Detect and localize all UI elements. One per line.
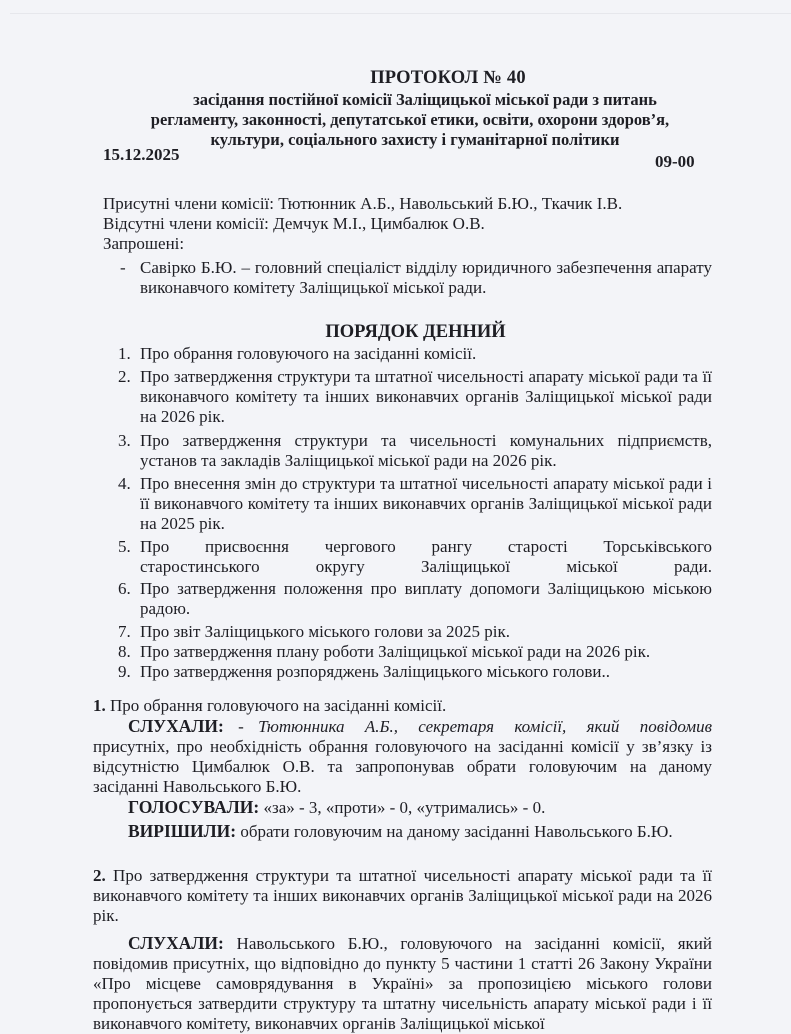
section-title: Про затвердження структури та штатної чисельності апарату міської ради та її виконавчого комітету та інших виконавчих органів Заліщицької міської ради на 2026 рік. xyxy=(93,866,713,925)
agenda-item-number: 4. xyxy=(118,474,131,493)
agenda-item xyxy=(118,662,712,682)
agenda-item-number: 1. xyxy=(118,344,131,363)
section-2 xyxy=(93,866,712,1034)
agenda-item xyxy=(118,431,712,471)
agenda-item-text: Про внесення змін до структури та штатної чисельності апарату міської ради і її виконавчого комітету та інших виконавчих органів Заліщицької міської ради на 2025 рік. xyxy=(140,474,712,533)
heard-label: СЛУХАЛИ: xyxy=(128,716,224,736)
agenda-item xyxy=(118,367,712,427)
agenda-item-number: 5. xyxy=(118,537,131,556)
section-title: Про обрання головуючого на засіданні комісії. xyxy=(110,696,447,715)
meeting-time: 09-00 xyxy=(655,152,695,171)
voted-text: «за» - 3, «проти» - 0, «утримались» - 0. xyxy=(263,798,546,817)
voted-label: ГОЛОСУВАЛИ: xyxy=(128,797,260,817)
section-heading xyxy=(93,696,712,716)
agenda-item xyxy=(118,344,712,364)
protocol-title: ПРОТОКОЛ № 40 xyxy=(370,68,526,88)
section-number: 1. xyxy=(93,696,106,715)
agenda-item-text: Про затвердження положення про виплату допомоги Заліщицькою міською радою. xyxy=(140,579,712,618)
protocol-subtitle-line: регламенту, законності, депутатської етики, освіти, охорони здоров’я, xyxy=(150,110,670,129)
agenda-item-number: 6. xyxy=(118,579,131,598)
meeting-date: 15.12.2025 xyxy=(103,145,180,164)
heard-paragraph xyxy=(93,716,712,797)
heard-speaker: Тютюнника А.Б., секретаря комісії, який повідомив xyxy=(258,717,712,736)
agenda-item-text: Про затвердження структури та чисельності комунальних підприємств, установ та закладів Заліщицької міської ради на 2026 рік. xyxy=(140,431,712,470)
agenda-item-number: 3. xyxy=(118,431,131,450)
scan-edge-line xyxy=(10,13,791,14)
heard-text: присутніх, про необхідність обрання головуючого на засіданні комісії у зв’язку із відсутністю Цимбалюк О.В. та запропонував обрати головуючим на даному засіданні Навольського Б.Ю. xyxy=(93,737,712,796)
heard-text: Навольського Б.Ю., головуючого на засіданні комісії, який повідомив присутніх, що відповідно до пункту 5 частини 1 статті 26 Закону України «Про місцеве самоврядування в Україні» за пропозицією міського голови пропонується затвердити структуру та штатну чисельність апарату міської ради і її виконавчого комітету, виконавчих органів Заліщицької міської xyxy=(93,934,712,1033)
agenda-item xyxy=(118,537,712,577)
section-1 xyxy=(93,696,712,842)
protocol-subtitle-line: засідання постійної комісії Заліщицької міської ради з питань xyxy=(193,90,657,109)
agenda-item xyxy=(118,622,712,642)
heard-label: СЛУХАЛИ: xyxy=(128,933,224,953)
agenda-item-number: 9. xyxy=(118,662,131,681)
agenda-item-text: Про затвердження розпоряджень Заліщицького міського голови.. xyxy=(140,662,611,681)
agenda-item-number: 2. xyxy=(118,367,131,386)
agenda-item-text: Про присвоєння чергового рангу старості Торськівського старостинського округу Заліщицької міської ради. xyxy=(140,537,712,576)
agenda-item-text: Про затвердження структури та штатної чисельності апарату міської ради та її виконавчого комітету та інших виконавчих органів Заліщицької міської ради на 2026 рік. xyxy=(140,367,712,426)
heard-paragraph xyxy=(93,933,712,1034)
absent-members: Відсутні члени комісії: Демчук М.І., Цимбалюк О.В. xyxy=(103,214,485,233)
agenda-item-number: 8. xyxy=(118,642,131,661)
agenda-item xyxy=(118,474,712,534)
heard-dash: - xyxy=(238,717,259,736)
invited-person: Савірко Б.Ю. – головний спеціаліст відділу юридичного забезпечення апарату виконавчого комітету Заліщицької міської ради. xyxy=(140,258,712,297)
agenda-item-text: Про обрання головуючого на засіданні комісії. xyxy=(140,344,477,363)
present-members: Присутні члени комісії: Тютюнник А.Б., Навольський Б.Ю., Ткачик І.В. xyxy=(103,194,623,213)
decided-text: обрати головуючим на даному засіданні Навольського Б.Ю. xyxy=(240,822,673,841)
decided-label: ВИРІШИЛИ: xyxy=(128,821,237,841)
agenda-item xyxy=(118,579,712,619)
section-number: 2. xyxy=(93,866,106,885)
agenda-item-text: Про звіт Заліщицького міського голови за 2025 рік. xyxy=(140,622,510,641)
agenda-item-text: Про затвердження плану роботи Заліщицької міської ради на 2026 рік. xyxy=(140,642,651,661)
agenda-item-number: 7. xyxy=(118,622,131,641)
agenda-title: ПОРЯДОК ДЕННИЙ xyxy=(325,322,506,342)
voted-paragraph xyxy=(93,797,712,818)
invited-label: Запрошені: xyxy=(103,234,185,253)
bullet-dash: - xyxy=(120,258,126,277)
protocol-subtitle-line: культури, соціального захисту і гуманітарної політики xyxy=(210,130,620,149)
section-heading xyxy=(93,866,712,926)
agenda-item xyxy=(118,642,712,662)
decided-paragraph xyxy=(93,821,712,842)
